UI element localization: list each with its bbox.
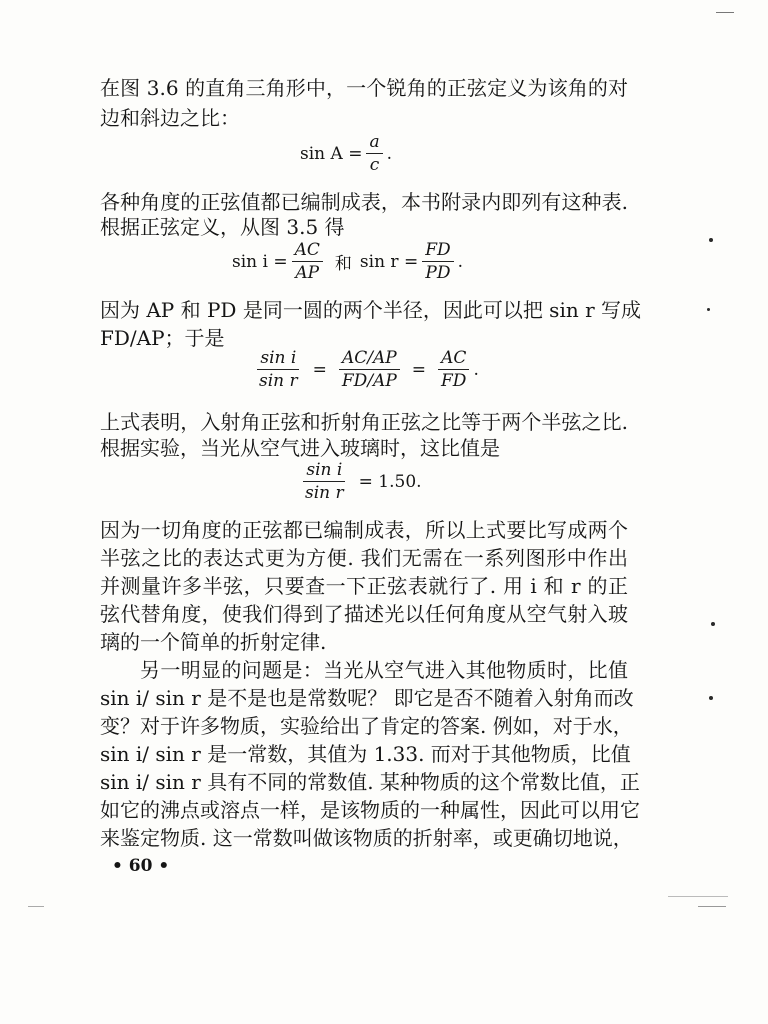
numerator: a	[366, 132, 382, 154]
denominator: PD	[425, 263, 451, 283]
formula-connector: 和	[334, 254, 352, 274]
formula-end: .	[473, 359, 479, 380]
text-line: 因为 AP 和 PD 是同一圆的两个半径，因此可以把 sin r 写成	[100, 298, 641, 322]
text-line: 根据实验，当光从空气进入玻璃时，这比值是	[100, 436, 500, 460]
text-line: 因为一切角度的正弦都已编制成表，所以上式要比写成两个	[100, 518, 628, 542]
scan-mark	[28, 906, 44, 907]
numerator: AC	[438, 348, 469, 370]
numerator: AC/AP	[339, 348, 400, 370]
numerator: sin i	[303, 460, 345, 482]
fraction	[438, 348, 469, 391]
numerator: sin i	[257, 348, 299, 370]
numerator: AC	[292, 240, 323, 262]
text-line: 璃的一个简单的折射定律.	[100, 630, 327, 654]
text-line: 来鉴定物质. 这一常数叫做该物质的折射率，或更确切地说，	[100, 826, 633, 850]
denominator: sin r	[305, 483, 344, 503]
equals-sign: =	[312, 359, 327, 380]
scan-dot	[709, 238, 713, 242]
text-line: sin i/ sin r 具有不同的常数值. 某种物质的这个常数比值，正	[100, 770, 640, 794]
denominator: FD/AP	[341, 371, 397, 391]
formula-ratio-of-sines	[252, 348, 479, 391]
fraction	[339, 348, 400, 391]
text-line: sin i/ sin r 是一常数，其值为 1.33. 而对于其他物质，比值	[100, 742, 631, 766]
scan-mark	[668, 896, 728, 897]
text-line: 边和斜边之比：	[100, 106, 240, 130]
denominator: AP	[295, 263, 320, 283]
fraction	[256, 348, 301, 391]
formula-rhs: = 1.50.	[358, 471, 422, 492]
denominator: c	[369, 155, 380, 175]
text-line: 上式表明，入射角正弦和折射角正弦之比等于两个半弦之比.	[100, 410, 628, 434]
text-line: FD/AP；于是	[100, 326, 225, 350]
formula-end: .	[386, 143, 392, 164]
scan-mark	[716, 12, 734, 13]
equals-sign: =	[411, 359, 427, 380]
text-line: 各种角度的正弦值都已编制成表，本书附录内即列有这种表.	[100, 190, 628, 214]
page-number: • 60 •	[112, 856, 170, 876]
text-line: sin i/ sin r 是不是也是常数呢？ 即它是否不随着入射角而改	[100, 686, 634, 710]
text-line: 另一明显的问题是：当光从空气进入其他物质时，比值	[140, 658, 628, 682]
scan-dot	[707, 308, 710, 311]
text-line: 根据正弦定义，从图 3.5 得	[100, 215, 345, 239]
numerator: FD	[422, 240, 453, 262]
formula-end: .	[457, 251, 464, 272]
text-line: 并测量许多半弦，只要查一下正弦表就行了. 用 i 和 r 的正	[100, 574, 628, 598]
text-line: 半弦之比的表达式更为方便. 我们无需在一系列图形中作出	[100, 546, 628, 570]
formula-lhs: sin i =	[232, 251, 288, 272]
fraction	[366, 132, 382, 175]
formula-sine-ratios	[232, 240, 463, 283]
text-line: 如它的沸点或溶点一样，是该物质的一种属性，因此可以用它	[100, 798, 640, 822]
scan-dot	[709, 696, 713, 700]
text-line: 变？对于许多物质，实验给出了肯定的答案. 例如，对于水，	[100, 714, 633, 738]
fraction	[302, 460, 347, 503]
scan-dot	[711, 622, 715, 626]
formula-glass-ratio	[298, 460, 430, 503]
formula-lhs: sin A =	[300, 143, 363, 164]
scan-mark	[698, 906, 726, 907]
text-line: 弦代替角度，使我们得到了描述光以任何角度从空气射入玻	[100, 602, 628, 626]
denominator: sin r	[259, 371, 298, 391]
formula-sine-definition	[300, 132, 392, 175]
formula-lhs: sin r =	[359, 251, 419, 272]
text-line: 在图 3.6 的直角三角形中，一个锐角的正弦定义为该角的对	[100, 76, 628, 100]
fraction	[422, 240, 453, 283]
fraction	[292, 240, 323, 283]
denominator: FD	[441, 371, 467, 391]
